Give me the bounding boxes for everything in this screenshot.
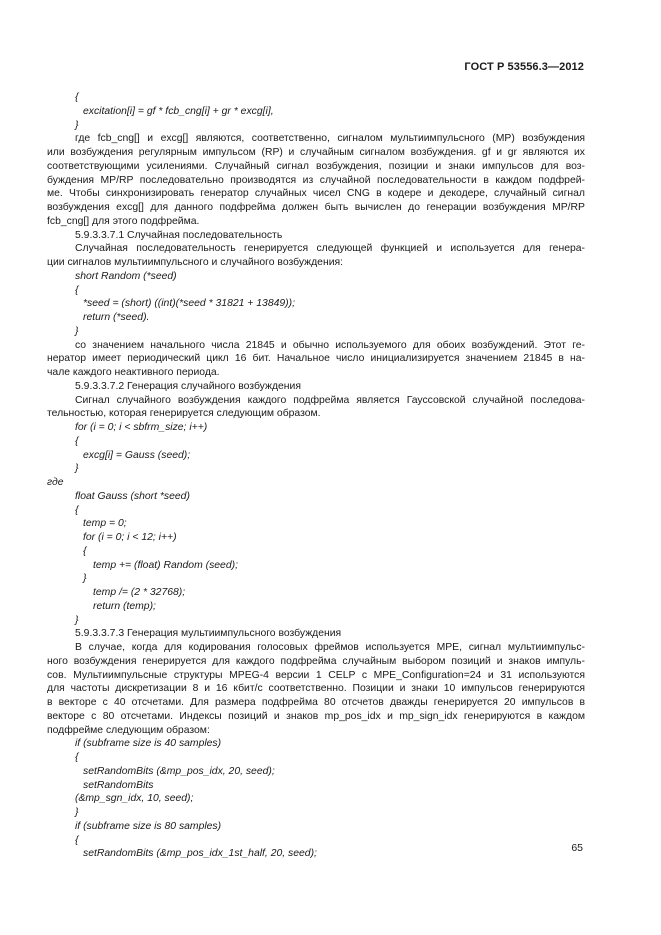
text-line: возбуждения excg[] для данного подфрейма должен быть вычислен до генерации возбуждения MP/RP	[47, 202, 585, 213]
code-line: setRandomBits (&mp_pos_idx_1st_half, 20, seed);	[83, 848, 317, 860]
text-line: 5.9.3.3.7.3 Генерация мультиимпульсного возбуждения	[75, 628, 342, 640]
code-line: temp = 0;	[83, 518, 127, 530]
text-line: сов. Мультиимпульсные структуры MPEG-4 версии 1 CELP с MPE_Configuration=24 и 31 используются	[47, 669, 585, 681]
document-body	[47, 91, 585, 861]
code-line: temp /= (2 * 32768);	[93, 587, 186, 598]
text-line: или возбуждения регулярным импульсом (RP) и случайным сигналом возбуждения. gf и gr являются их	[47, 147, 585, 158]
code-line: {	[75, 752, 79, 763]
text-line: В случае, когда для кодирования голосовых фреймов используется MPE, сигнал мультиимпульс-	[75, 642, 585, 653]
code-line: }	[75, 463, 79, 475]
text-line: ции сигналов мультиимпульсного и случайного возбуждения:	[47, 257, 344, 268]
text-line: 5.9.3.3.7.1 Случайная последовательность	[75, 229, 283, 241]
text-line: буждения MP/RP последовательно производятся из случайной последовательности в каждом подфрей-	[47, 174, 585, 186]
text-line: нератор имеет периодический цикл 16 бит. Начальное число инициализируется значением 21845 в на-	[47, 353, 585, 365]
code-line: for (i = 0; i < 12; i++)	[83, 532, 177, 543]
code-line: *seed = (short) ((int)(*seed * 31821 + 13849));	[83, 298, 295, 310]
code-line: return (*seed).	[83, 312, 150, 323]
code-line: if (subframe size is 80 samples)	[75, 820, 222, 832]
code-line: {	[75, 284, 79, 296]
code-line: }	[83, 573, 87, 585]
text-line: чале каждого неактивного периода.	[47, 367, 220, 378]
text-line: в векторе с 40 отсчетами. Для размера подфрейма 80 отсчетов дважды генерируется 20 импульсов в	[47, 697, 585, 708]
text-line: тельностью, которая генерируется следующим образом.	[47, 408, 321, 420]
standard-header: ГОСТ Р 53556.3—2012	[464, 61, 584, 73]
code-line: {	[75, 92, 79, 103]
code-line: }	[75, 119, 79, 131]
code-line: for (i = 0; i < sbfrm_size; i++)	[75, 422, 208, 433]
text-line: 5.9.3.3.7.2 Генерация случайного возбуждения	[75, 380, 301, 392]
code-line: {	[83, 545, 87, 557]
code-line: {	[75, 504, 79, 516]
code-line: excg[i] = Gauss (seed);	[83, 449, 191, 461]
code-line: {	[75, 435, 79, 447]
text-line: Сигнал случайного возбуждения каждого подфрейма является Гауссовской случайной последова-	[75, 394, 585, 406]
code-line: }	[75, 325, 79, 337]
text-line: соответствующими усилениями. Случайный сигнал возбуждения, позиции и знаки импульсов для воз-	[47, 160, 585, 172]
code-line: temp += (float) Random (seed);	[93, 559, 238, 571]
code-line: setRandomBits (&mp_pos_idx, 20, seed);	[83, 765, 275, 777]
code-line: }	[75, 807, 79, 818]
text-line: ме. Чтобы синхронизировать генератор случайных чисел CNG в кодере и декодере, случайный сигнал	[47, 188, 585, 200]
code-line: short Random (*seed)	[75, 270, 177, 282]
text-line: для частоты дискретизации 8 и 16 кбит/с соответственно. Позиции и знаки 10 импульсов генерируются	[47, 683, 585, 695]
text-line: Случайная последовательность генерируется следующей функцией и используется для генера-	[75, 243, 585, 255]
text-line: ного возбуждения генерируется для каждого подфрейма случайным выбором позиций и знаков импуль-	[47, 655, 585, 667]
code-line: return (temp);	[93, 600, 156, 612]
text-line: со значением начального числа 21845 и обычно используемого для обоих возбуждений. Этот ге-	[75, 339, 585, 351]
text-line: где fcb_cng[] и excg[] являются, соответственно, сигналом мультиимпульсного (MP) возбуждения	[75, 133, 585, 145]
text-line: fcb_cng[] для этого подфрейма.	[47, 215, 200, 227]
code-line: (&mp_sgn_idx, 10, seed);	[75, 793, 194, 805]
code-line: где	[47, 477, 64, 488]
code-line: {	[75, 834, 79, 846]
code-line: setRandomBits	[83, 779, 154, 791]
code-line: excitation[i] = gf * fcb_cng[i] + gr * excg[i],	[83, 105, 274, 117]
code-line: if (subframe size is 40 samples)	[75, 738, 222, 750]
text-line: векторе с 80 отсчетами. Индексы позиций и знаков mp_pos_idx и mp_sign_idx генерируются в каждом	[47, 710, 585, 722]
text-line: подфрейме следующим образом:	[47, 724, 210, 736]
code-line: float Gauss (short *seed)	[75, 490, 190, 502]
page-number: 65	[571, 842, 583, 854]
code-line: }	[75, 614, 79, 626]
